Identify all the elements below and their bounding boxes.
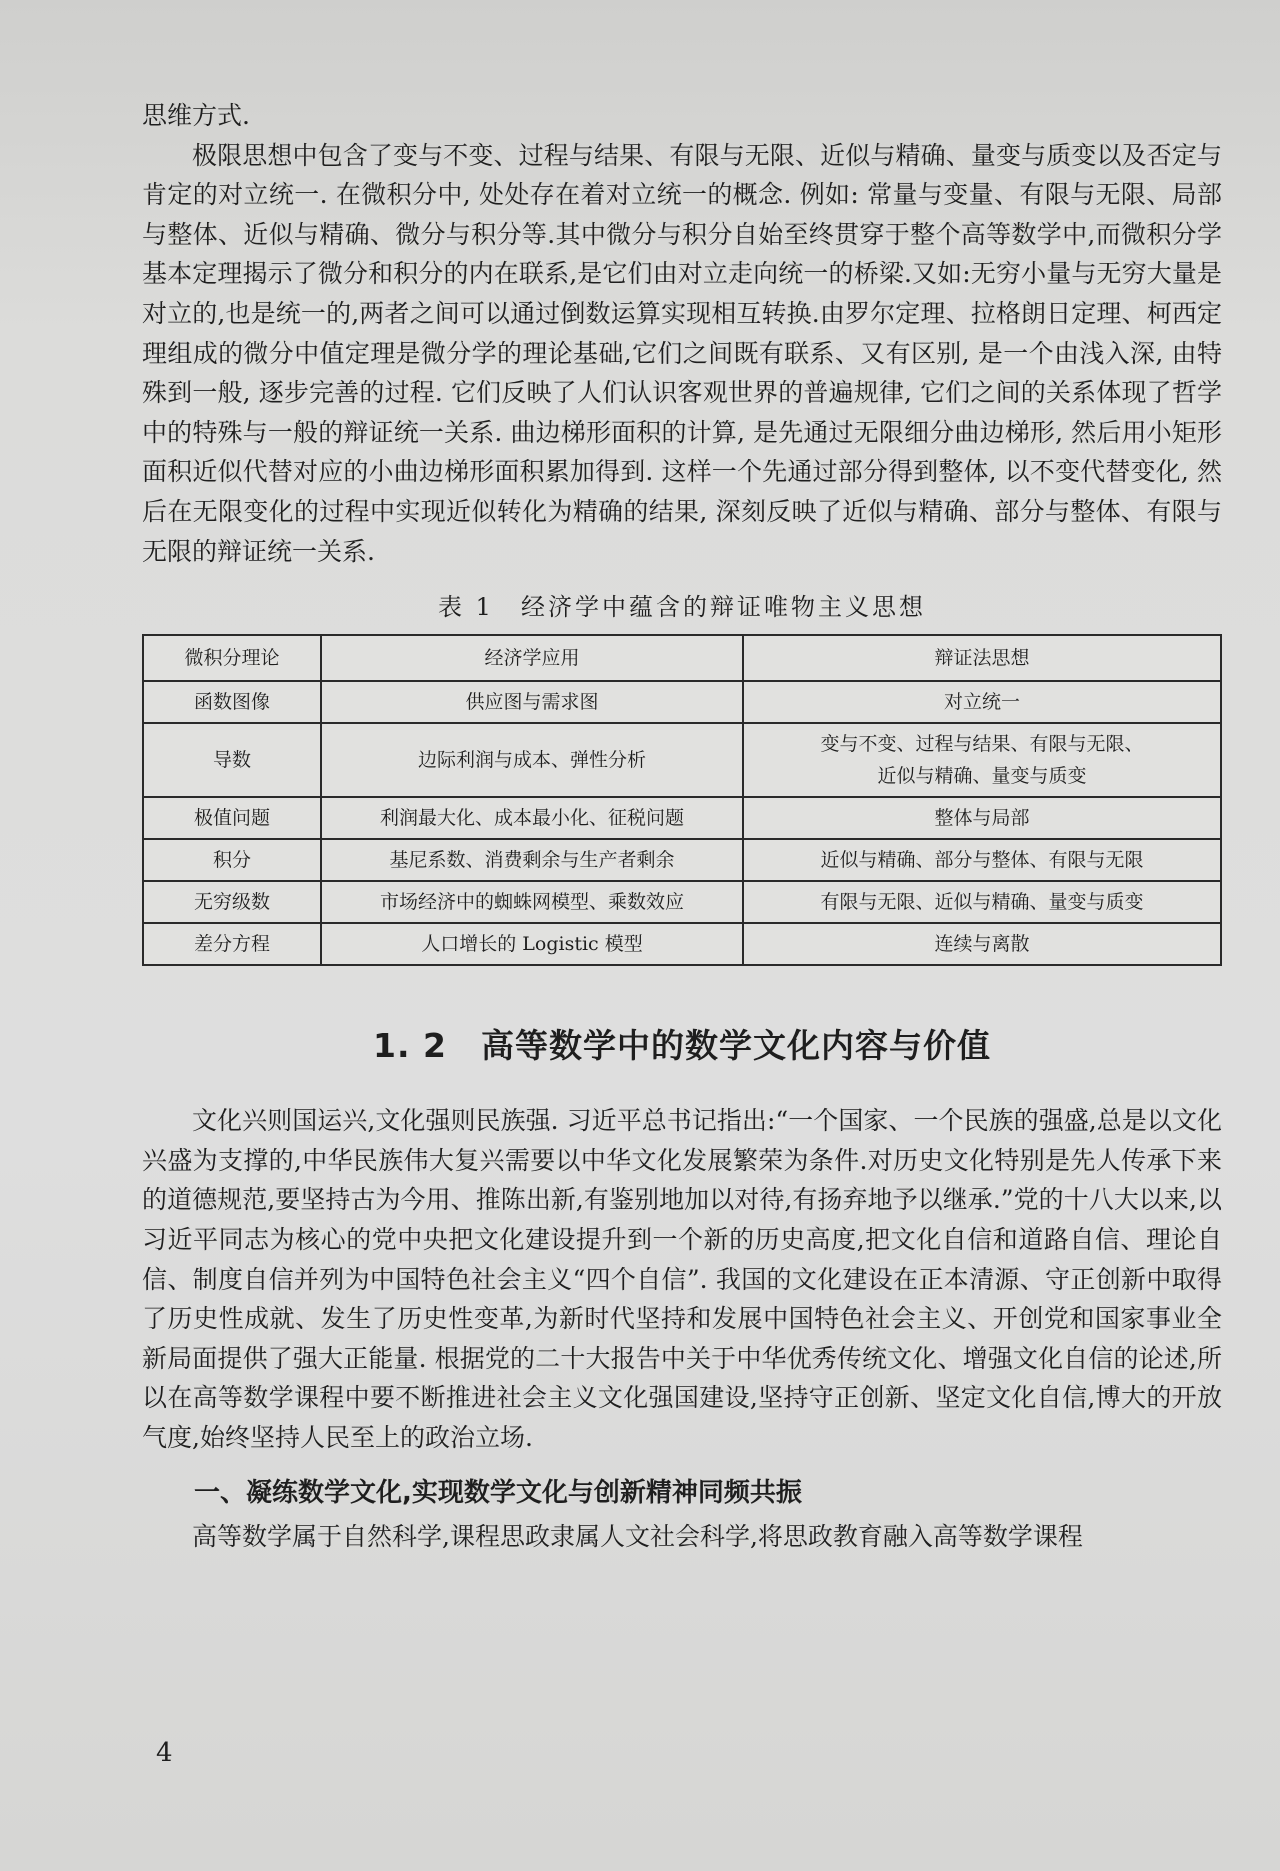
table-row [143, 839, 1221, 881]
cell-application: 市场经济中的蜘蛛网模型、乘数效应 [321, 881, 743, 923]
cell-application: 供应图与需求图 [321, 681, 743, 723]
cell-theory: 导数 [143, 723, 321, 797]
cell-theory: 函数图像 [143, 681, 321, 723]
table-header-row [143, 635, 1221, 681]
cell-dialectics: 近似与精确、部分与整体、有限与无限 [743, 839, 1221, 881]
cell-application: 利润最大化、成本最小化、征税问题 [321, 797, 743, 839]
cell-dialectics: 对立统一 [743, 681, 1221, 723]
table-row [143, 923, 1221, 965]
table-row [143, 723, 1221, 797]
cell-theory: 差分方程 [143, 923, 321, 965]
cell-theory: 极值问题 [143, 797, 321, 839]
cell-dialectics [743, 723, 1221, 797]
cell-dialectics: 有限与无限、近似与精确、量变与质变 [743, 881, 1221, 923]
header-economics-application: 经济学应用 [321, 635, 743, 681]
table-row [143, 681, 1221, 723]
cell-dialectics-line2: 近似与精确、量变与质变 [877, 765, 1087, 788]
table-caption: 表 1 经济学中蕴含的辩证唯物主义思想 [438, 593, 926, 622]
paragraph-culture: 文化兴则国运兴,文化强则民族强. 习近平总书记指出:“一个国家、一个民族的强盛,总是以文化兴盛为支撑的,中华民族伟大复兴需要以中华文化发展繁荣为条件.对历史文化特别是先人传承下来的道德规范,要坚持古为今用、推陈出新,有鉴别地加以对待,有扬弃地予以继承.”党的十八大以来,以习近平同志为核心的党中央把文化建设提升到一个新的历史高度,把文化自信和道路自信、理论自信、制度自信并列为中国特色社会主义“四个自信”. 我国的文化建设在正本清源、守正创新中取得了历史性成就、发生了历史性变革,为新时代坚持和发展中国特色社会主义、开创党和国家事业全新局面提供了强大正能量. 根据党的二十大报告中关于中华优秀传统文化、增强文化自信的论述,所以在高等数学课程中要不断推进社会主义文化强国建设,坚持守正创新、坚定文化自信,博大的开放气度,始终坚持人民至上的政治立场. [142, 1106, 1222, 1452]
table-row [143, 797, 1221, 839]
cell-application: 基尼系数、消费剩余与生产者剩余 [321, 839, 743, 881]
cell-application: 人口增长的 Logistic 模型 [321, 923, 743, 965]
page-content [142, 96, 1222, 1557]
cell-dialectics-line1: 变与不变、过程与结果、有限与无限、 [820, 733, 1144, 756]
header-calculus-theory: 微积分理论 [143, 635, 321, 681]
table-row [143, 881, 1221, 923]
paragraph-course-intro: 高等数学属于自然科学,课程思政隶属人文社会科学,将思政教育融入高等数学课程 [192, 1522, 1083, 1552]
lead-line: 思维方式. [142, 101, 250, 130]
section-title: 1. 2 高等数学中的数学文化内容与价值 [373, 1026, 991, 1066]
paragraph-limit-thinking: 极限思想中包含了变与不变、过程与结果、有限与无限、近似与精确、量变与质变以及否定与肯定的对立统一. 在微积分中, 处处存在着对立统一的概念. 例如: 常量与变量、有限与无限、局部与整体、近似与精确、微分与积分等.其中微分与积分自始至终贯穿于整个高等数学中,而微积分学基本定理揭示了微分和积分的内在联系,是它们由对立走向统一的桥梁.又如:无穷小量与无穷大量是对立的,也是统一的,两者之间可以通过倒数运算实现相互转换.由罗尔定理、拉格朗日定理、柯西定理组成的微分中值定理是微分学的理论基础,它们之间既有联系、又有区别, 是一个由浅入深, 由特殊到一般, 逐步完善的过程. 它们反映了人们认识客观世界的普遍规律, 它们之间的关系体现了哲学中的特殊与一般的辩证统一关系. 曲边梯形面积的计算, 是先通过无限细分曲边梯形, 然后用小矩形面积近似代替对应的小曲边梯形面积累加得到. 这样一个先通过部分得到整体, 以不变代替变化, 然后在无限变化的过程中实现近似转化为精确的结果, 深刻反映了近似与精确、部分与整体、有限与无限的辩证统一关系. [142, 140, 1222, 566]
dialectics-table [142, 634, 1222, 966]
cell-theory: 积分 [143, 839, 321, 881]
cell-dialectics: 连续与离散 [743, 923, 1221, 965]
cell-theory: 无穷级数 [143, 881, 321, 923]
cell-dialectics: 整体与局部 [743, 797, 1221, 839]
subheading: 一、凝练数学文化,实现数学文化与创新精神同频共振 [194, 1478, 802, 1509]
page-number: 4 [156, 1738, 173, 1768]
header-dialectics: 辩证法思想 [743, 635, 1221, 681]
cell-application: 边际利润与成本、弹性分析 [321, 723, 743, 797]
